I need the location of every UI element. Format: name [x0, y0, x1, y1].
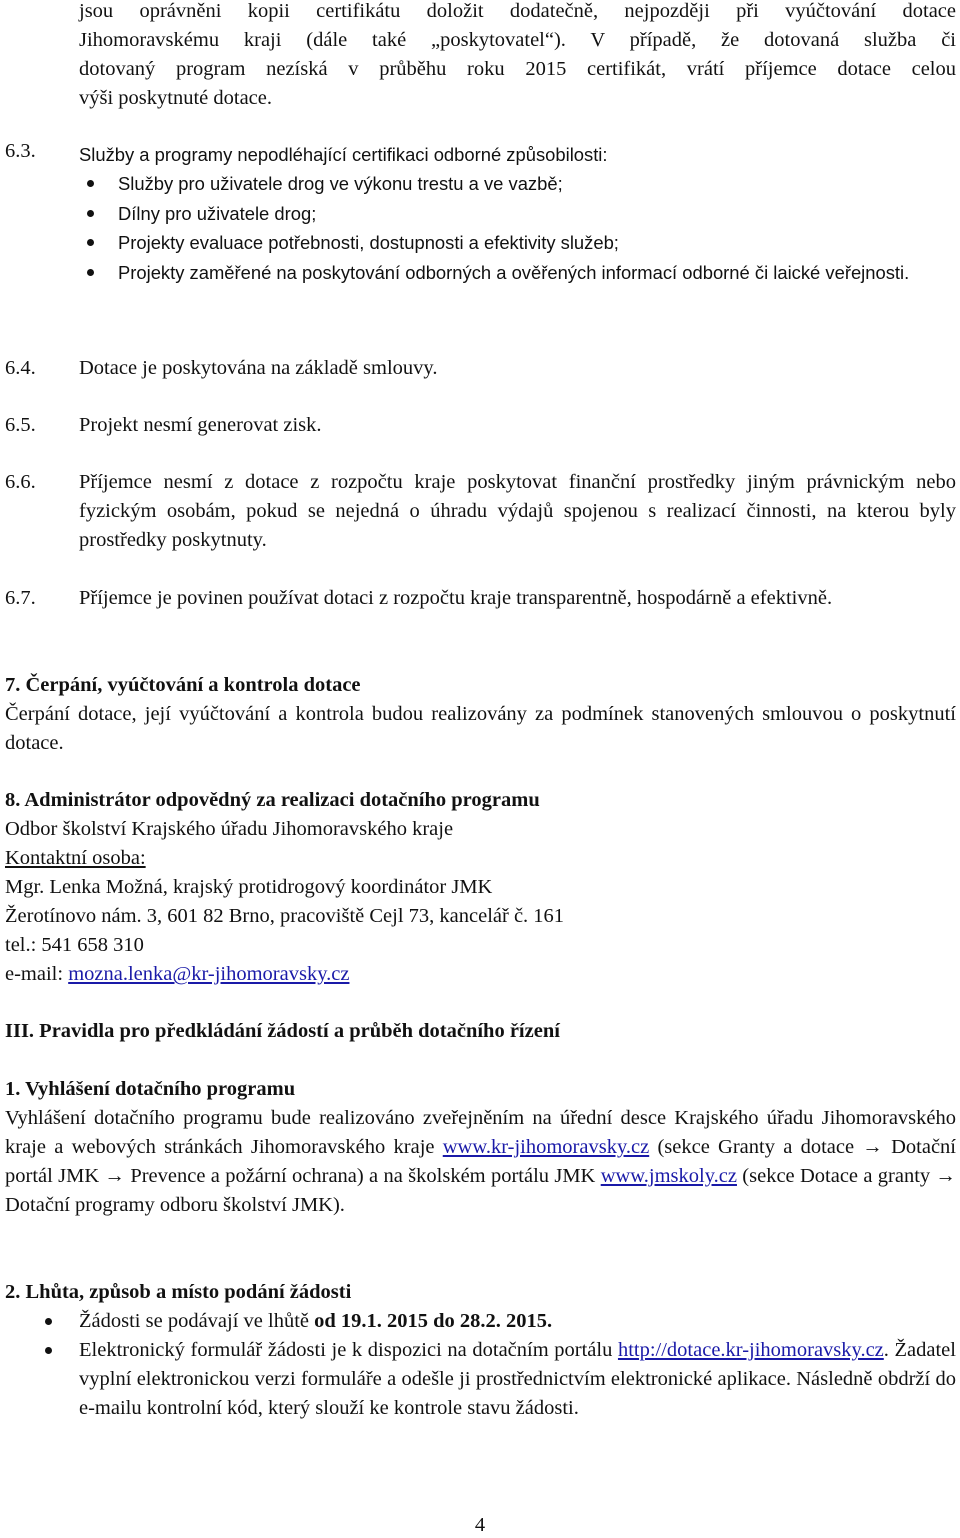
email-link[interactable]: mozna.lenka@kr-jihomoravsky.cz: [68, 963, 350, 985]
section-text: Dotace je poskytována na základě smlouvy.: [79, 357, 438, 379]
contact-person: Mgr. Lenka Možná, krajský protidrogový koordinátor JMK: [5, 876, 493, 898]
section-heading: Služby a programy nepodléhající certifikaci odborné způsobilosti:: [79, 144, 608, 165]
page-number: 4: [474, 1514, 486, 1536]
list-item: Elektronický formulář žádosti je k dispozici na dotačním portálu http://dotace.kr-jihomoravsky.cz. Žadatel vyplní elektronickou verzi formuláře a odešle ji prostřednictvím elektronické aplikace. Následně obdrží do e-mailu kontrolní kód, který slouží ke kontrole stavu žádosti.: [5, 1336, 956, 1423]
section-number: 6.4.: [5, 357, 36, 379]
section-6-3: [5, 140, 956, 287]
bullet-icon: [45, 1318, 52, 1325]
list-item: Projekty zaměřené na poskytování odborných a ověřených informací odborné či laické veřejnosti.: [5, 258, 956, 288]
section-6-6: [5, 468, 956, 555]
section-text: Příjemce nesmí z dotace z rozpočtu kraje poskytovat finanční prostředky jiným právnickým nebo fyzickým osobám, pokud se nejedná o úhradu výdajů spojenou s realizací činnosti, na kterou byly prostředky poskytnuty.: [79, 471, 956, 551]
bullet-icon: [87, 180, 94, 187]
intro-line: dotovaný program nezíská v průběhu roku 2015 certifikát, vrátí příjemce dotace celou: [79, 58, 956, 80]
section-number: 6.7.: [5, 587, 36, 609]
list-item: Dílny pro uživatele drog;: [5, 199, 956, 229]
arrow-right-icon: →: [935, 1165, 957, 1187]
arrow-right-icon: →: [862, 1136, 883, 1158]
bullet-list: [5, 1307, 956, 1423]
section-number: 6.5.: [5, 414, 36, 436]
contact-phone: tel.: 541 658 310: [5, 934, 144, 956]
subsection-2: [5, 1278, 956, 1423]
bullet-icon: [45, 1347, 52, 1354]
department: Odbor školství Krajského úřadu Jihomoravského kraje: [5, 818, 454, 840]
contact-email: e-mail: mozna.lenka@kr-jihomoravsky.cz: [5, 963, 350, 985]
bullet-icon: [87, 239, 94, 246]
section-6-7: [5, 584, 956, 613]
intro-paragraph: [5, 0, 956, 113]
list-item: Žádosti se podávají ve lhůtě od 19.1. 2015 do 28.2. 2015.: [5, 1307, 956, 1336]
list-item: Projekty evaluace potřebnosti, dostupnosti a efektivity služeb;: [5, 228, 956, 258]
bullet-icon: [87, 269, 94, 276]
arrow-right-icon: →: [104, 1165, 125, 1187]
contact-label: Kontaktní osoba:: [5, 847, 146, 869]
section-7: [5, 671, 956, 758]
section-heading: 1. Vyhlášení dotačního programu: [5, 1078, 296, 1100]
section-text: Vyhlášení dotačního programu bude realizováno zveřejněním na úřední desce Krajského úřadu Jihomoravského kraje a webových stránkách Jihomoravského kraje www.kr-jihomoravsky.cz (sekce Granty a dotace → Dotační portál JMK → Prevence a požární ochrana) a na školském portálu JMK www.jmskoly.cz (sekce Dotace a granty → Dotační programy odboru školství JMK).: [5, 1107, 957, 1216]
section-heading: 7. Čerpání, vyúčtování a kontrola dotace: [5, 674, 361, 696]
bullet-icon: [87, 210, 94, 217]
section-text: Čerpání dotace, její vyúčtování a kontrola budou realizovány za podmínek stanovených smlouvou o poskytnutí dotace.: [5, 703, 956, 754]
section-heading: 8. Administrátor odpovědný za realizaci dotačního programu: [5, 789, 540, 811]
section-8: [5, 786, 956, 989]
section-number: 6.6.: [5, 471, 36, 493]
bullet-list: [5, 169, 956, 287]
section-heading: 2. Lhůta, způsob a místo podání žádosti: [5, 1281, 352, 1303]
web-link[interactable]: www.kr-jihomoravsky.cz: [442, 1136, 650, 1158]
section-number: 6.3.: [5, 140, 36, 162]
list-item: Služby pro uživatele drog ve výkonu trestu a ve vazbě;: [5, 169, 956, 199]
section-6-5: [5, 411, 956, 440]
intro-line: jsou oprávněni kopii certifikátu doložit dodatečně, nejpozději při vyúčtování dotace: [79, 0, 956, 22]
intro-line: výši poskytnuté dotace.: [79, 87, 273, 109]
part-heading: III. Pravidla pro předkládání žádostí a průběh dotačního řízení: [5, 1020, 560, 1042]
section-text: Příjemce je povinen používat dotaci z rozpočtu kraje transparentně, hospodárně a efektivně.: [79, 587, 833, 609]
section-6-4: [5, 354, 956, 383]
section-text: Projekt nesmí generovat zisk.: [79, 414, 322, 436]
portal-link[interactable]: http://dotace.kr-jihomoravsky.cz: [617, 1339, 884, 1361]
contact-address: Žerotínovo nám. 3, 601 82 Brno, pracoviště Cejl 73, kancelář č. 161: [5, 905, 565, 927]
intro-line: Jihomoravskému kraji (dále také „poskytovatel“). V případě, že dotovaná služba či: [79, 29, 956, 51]
part-iii: [5, 1017, 956, 1046]
web-link[interactable]: www.jmskoly.cz: [600, 1165, 737, 1187]
subsection-1: [5, 1075, 956, 1220]
